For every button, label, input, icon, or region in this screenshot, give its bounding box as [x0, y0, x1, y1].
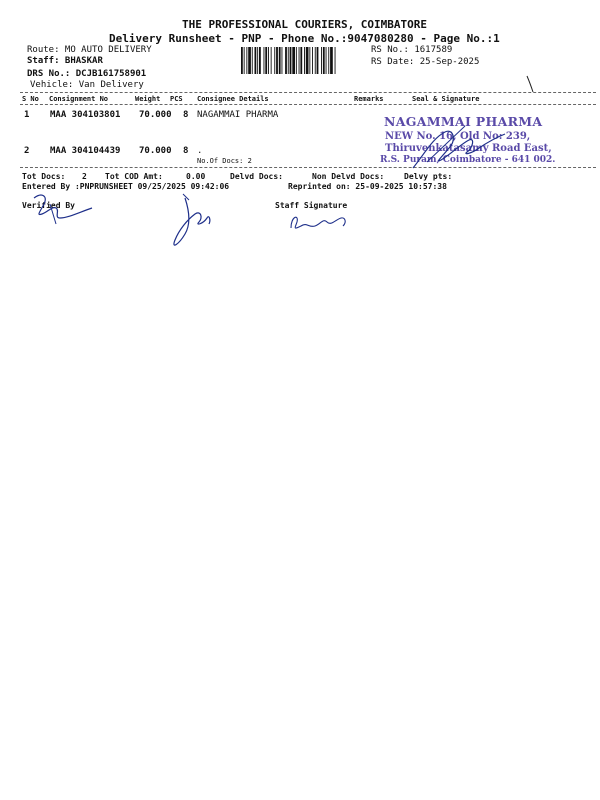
row-docs-count: No.Of Docs: 2: [197, 157, 252, 165]
staff-info: Staff: BHASKAR: [27, 56, 103, 66]
stamp-address-line1: NEW No. 16, Old No: 239,: [385, 131, 531, 142]
row-weight: 70.000: [139, 146, 172, 156]
col-header-consignee: Consignee Details: [197, 95, 269, 103]
col-header-weight: Weight: [135, 95, 161, 103]
reprinted-on: Reprinted on: 25-09-2025 10:57:38: [288, 182, 447, 191]
col-header-sno: S No: [22, 95, 39, 103]
vehicle-info: Vehicle: Van Delivery: [30, 80, 144, 90]
staff-signature-label: Staff Signature: [275, 201, 348, 210]
delvy-pts-label: Delvy pts:: [404, 172, 453, 181]
row-consignee: NAGAMMAI PHARMA: [197, 110, 279, 120]
barcode: [241, 47, 367, 74]
officer-signature: [165, 190, 225, 255]
stamp-company-name: NAGAMMAI PHARMA: [384, 114, 543, 129]
stamp-address-line2: Thiruvenkatasamy Road East,: [385, 143, 552, 154]
tot-docs-label: Tot Docs:: [22, 172, 66, 181]
row-sno: 2: [24, 146, 30, 156]
row-consignment: MAA 304103801: [50, 110, 121, 120]
col-header-pcs: PCS: [170, 95, 183, 103]
route-info: Route: MO AUTO DELIVERY: [27, 45, 152, 55]
entered-by: Entered By :PNPRUNSHEET 09/25/2025 09:42:06: [22, 182, 230, 191]
pen-mark: [525, 74, 537, 94]
company-title: THE PROFESSIONAL COURIERS, COIMBATORE: [182, 18, 428, 31]
tot-docs-value: 2: [82, 172, 87, 181]
stamp-address-line3: R.S. Puram, Coimbatore - 641 002.: [380, 155, 556, 165]
delvd-docs-label: Delvd Docs:: [230, 172, 283, 181]
row-sno: 1: [24, 110, 30, 120]
staff-signature: [285, 208, 355, 238]
row-pcs: 8: [183, 110, 189, 120]
verified-by-label: Verified By: [22, 201, 75, 210]
col-header-consignment: Consignment No: [49, 95, 109, 103]
non-delvd-docs-label: Non Delvd Docs:: [312, 172, 385, 181]
table-top-rule: [20, 92, 596, 93]
row-consignee: .: [197, 146, 203, 156]
row-weight: 70.000: [139, 110, 172, 120]
receiver-signature: [405, 118, 515, 178]
drs-number: DRS No.: DCJB161758901: [27, 69, 147, 79]
verifier-signature: [30, 190, 100, 230]
table-header-rule: [20, 104, 596, 105]
tot-cod-label: Tot COD Amt:: [105, 172, 163, 181]
row-consignment: MAA 304104439: [50, 146, 121, 156]
col-header-remarks: Remarks: [354, 95, 384, 103]
runsheet-subtitle: Delivery Runsheet - PNP - Phone No.:9047080280 - Page No.:1: [109, 32, 500, 45]
rs-number: RS No.: 1617589: [371, 45, 453, 55]
row-pcs: 8: [183, 146, 189, 156]
rs-date: RS Date: 25-Sep-2025: [371, 57, 480, 67]
tot-cod-value: 0.00: [186, 172, 206, 181]
col-header-seal: Seal & Signature: [412, 95, 480, 103]
